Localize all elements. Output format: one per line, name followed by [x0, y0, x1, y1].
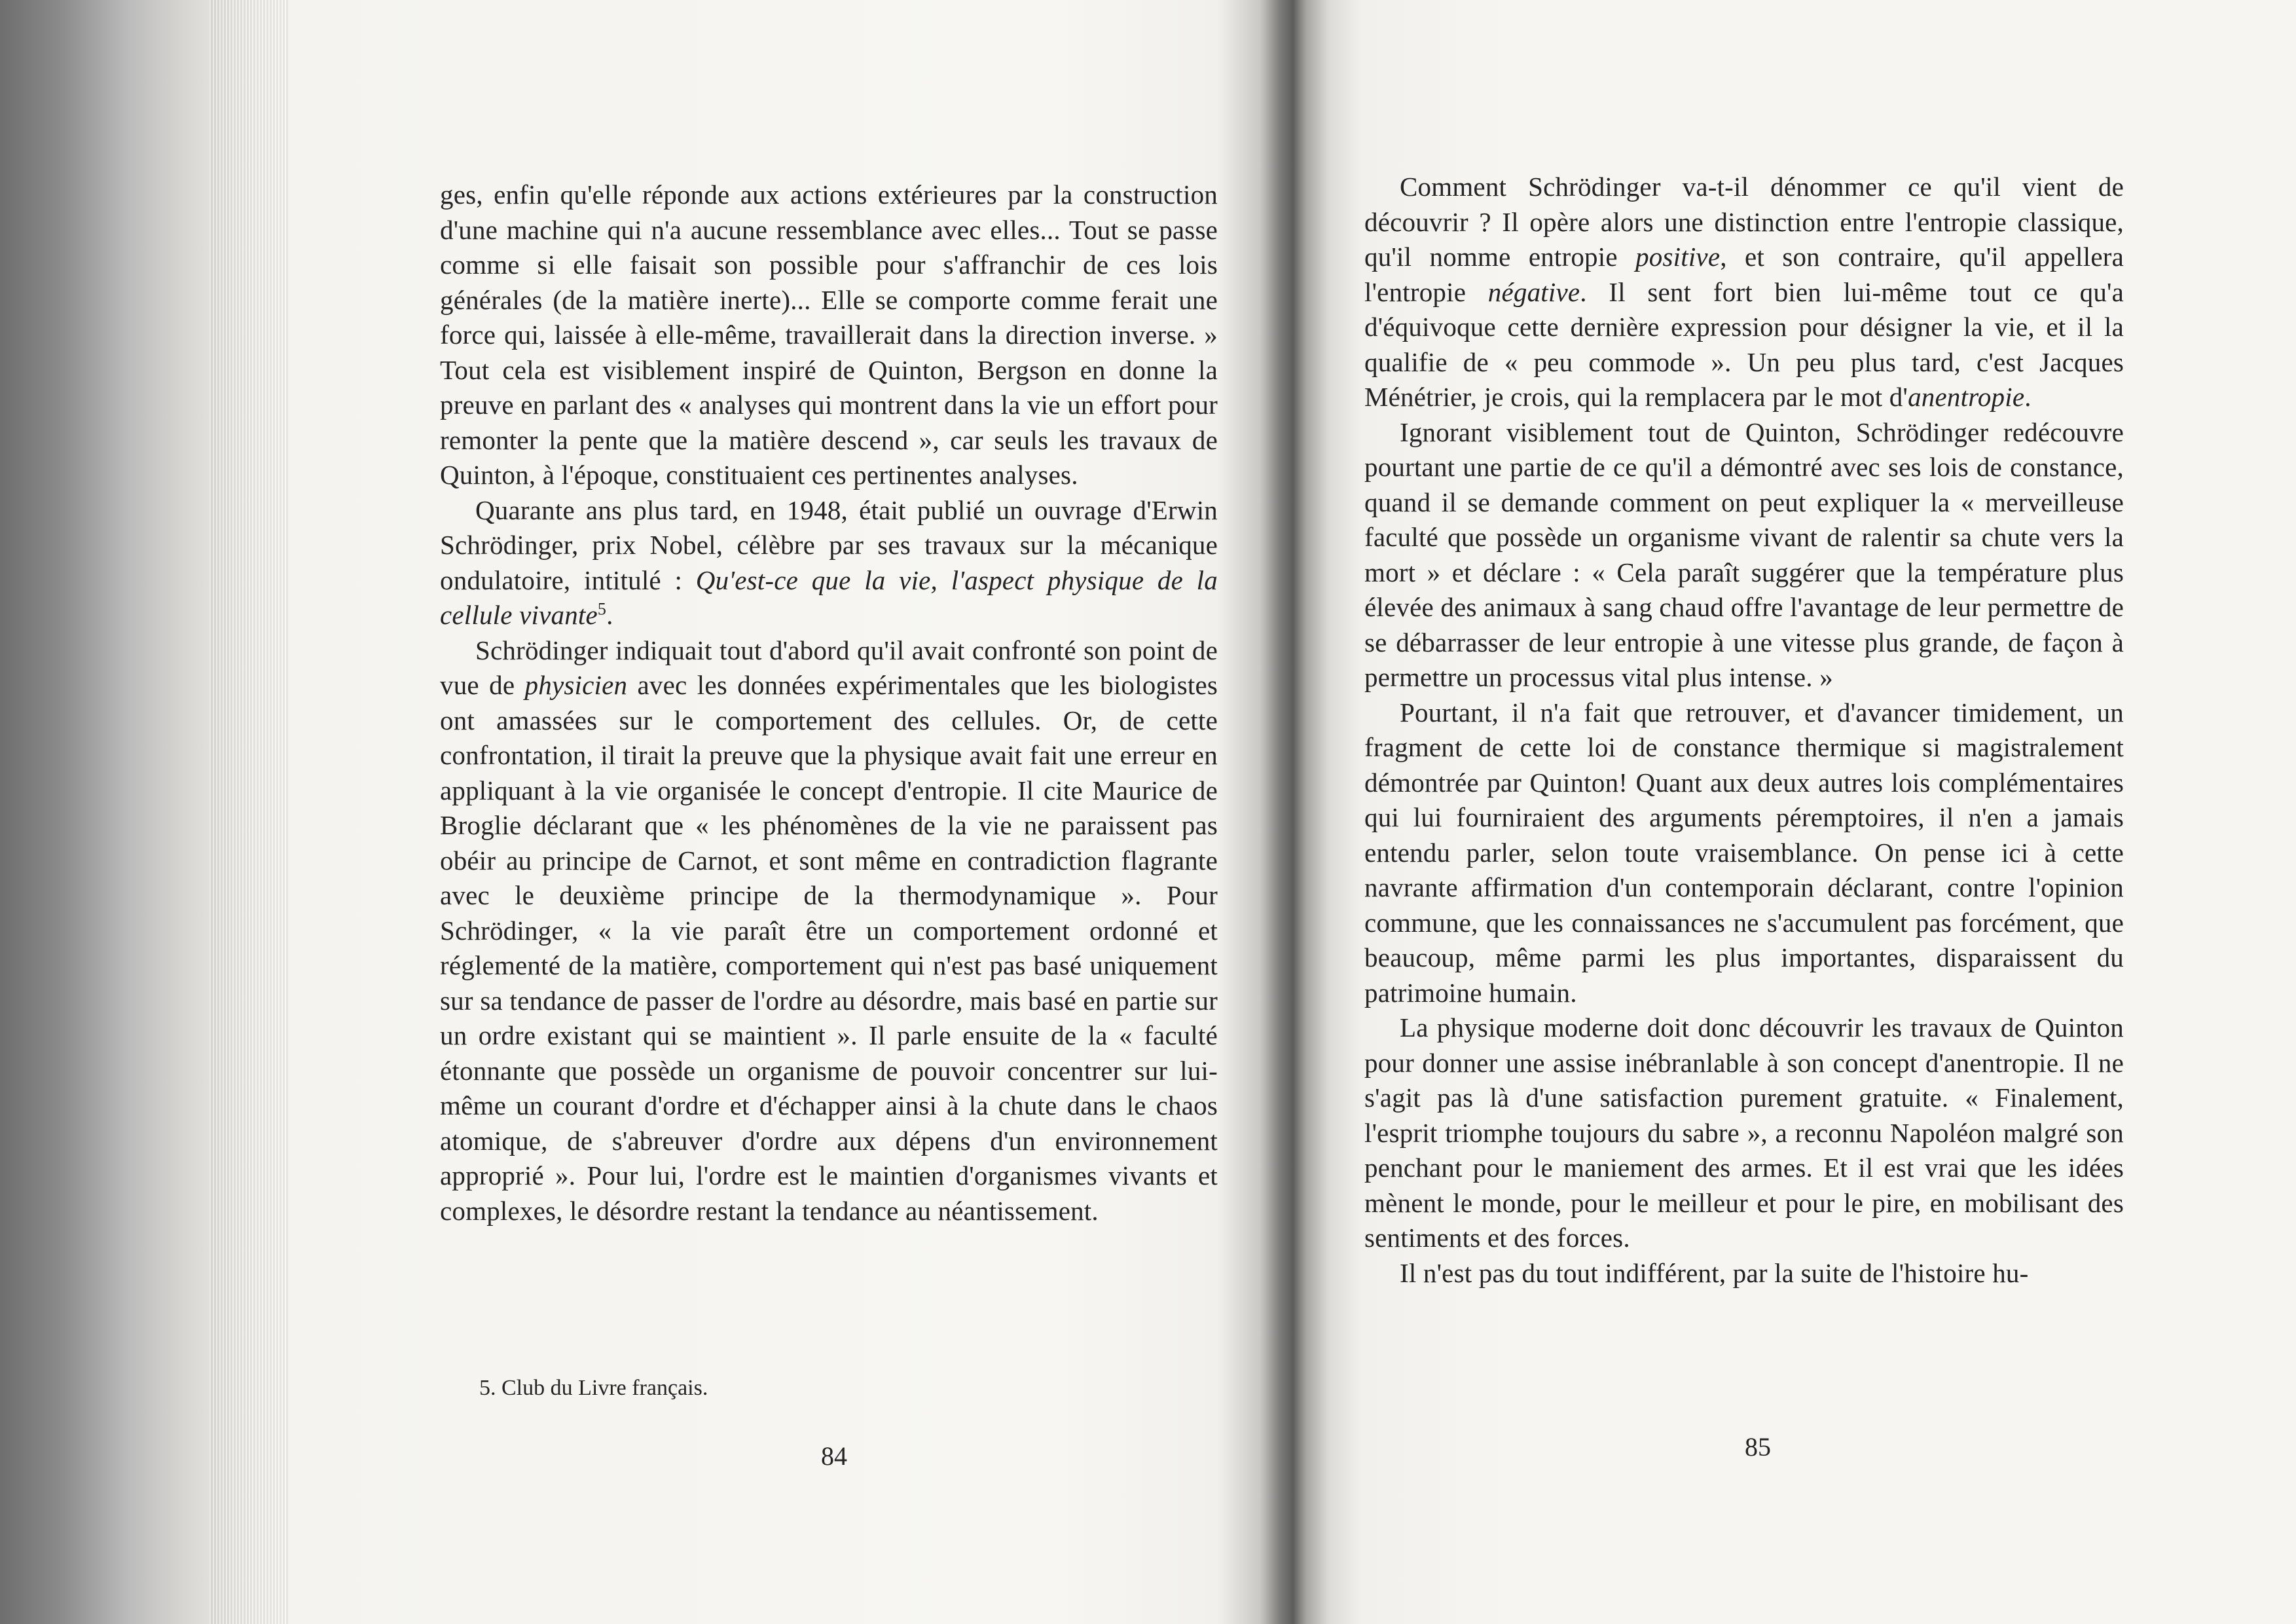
left-paragraph-2-end: .	[606, 600, 613, 630]
right-paragraph-1-end: .	[2024, 382, 2032, 412]
page-number-left: 84	[821, 1441, 847, 1471]
left-paragraph-3-text-a: Schrödinger indiquait tout d'abord qu'il avait confronté son point de vue de	[440, 635, 1218, 700]
emphasis-physicien: physicien	[524, 670, 628, 700]
left-paragraph-3	[440, 633, 1218, 1229]
book-title: Qu'est-ce que la vie, l'aspect physique de la cellule vivante	[440, 564, 1218, 630]
right-paragraph-1-text-b: , et son contraire, qu'il appellera l'entropie	[1364, 242, 2124, 307]
left-paragraph-2	[440, 493, 1218, 633]
left-paragraph-3-text-b: avec les données expérimentales que les biologistes ont amassées sur le comportement des cellules. Or, de cette confrontation, il tirait la preuve que la physique avait fait une erreur en appliquant à la vie organisée le concept d'entropie. Il cite Maurice de Broglie déclarant que « les phénomènes de la vie ne paraissent pas obéir au principe de Carnot, et sont même en contradiction flagrante avec le deuxième principe de la thermodynamique ». Pour Schrödinger, « la vie paraît être un comportement ordonné et réglementé de la matière, comportement qui n'est pas basé uniquement sur sa tendance de passer de l'ordre au désordre, mais basé en partie sur un ordre existant qui se maintient ». Il parle ensuite de la « faculté étonnante que possède un organisme de pouvoir concentrer sur lui-même un courant d'ordre et d'échapper ainsi à la chute dans le chaos atomique, de s'abreuver d'ordre aux dépens d'un environnement approprié ». Pour lui, l'ordre est le maintien d'organismes vivants et complexes, le désordre restant la tendance au néantissement.	[440, 670, 1218, 1226]
left-paragraph-1: ges, enfin qu'elle réponde aux actions extérieures par la construction d'une machine qui n'a aucune ressemblance avec elles... Tout se passe comme si elle faisait son possible pour s'affranchir de ces lois générales (de la matière inerte)... Elle se comporte comme ferait une force qui, laissée à elle-même, travaillerait dans la direction inverse. » Tout cela est visiblement inspiré de Quinton, Bergson en donne la preuve en parlant des « analyses qui montrent dans la vie un effort pour remonter la pente que la matière descend », car seuls les travaux de Quinton, à l'époque, constituaient ces pertinentes analyses.	[440, 179, 1218, 490]
emphasis-anentropie: anentropie	[1908, 382, 2025, 412]
footnote-reference: 5	[597, 599, 607, 619]
right-paragraph-2: Ignorant visiblement tout de Quinton, Schrödinger redécouvre pourtant une partie de ce qu'il a démontré avec ses lois de constance, quand il se demande comment on peut expliquer la « merveilleuse faculté que possède un organisme vivant de ralentir sa chute vers la mort » et déclare : « Cela paraît suggérer que la température plus élevée des animaux à sang chaud offre l'avantage de leur permettre de se débarrasser de leur entropie à une vitesse plus grande, de façon à permettre un processus vital plus intense. »	[1364, 416, 2124, 692]
right-paragraph-4: La physique moderne doit donc découvrir les travaux de Quinton pour donner une assise inébranlable à son concept d'anentropie. Il ne s'agit pas là d'une satisfaction purement gratuite. « Finalement, l'esprit triomphe toujours du sabre », a reconnu Napoléon malgré son penchant pour le maniement des armes. Et il est vrai que les idées mènent le monde, pour le meilleur et pour le pire, en mobilisant des sentiments et des forces.	[1364, 1012, 2124, 1253]
page-number-right: 85	[1745, 1432, 1771, 1462]
right-paragraph-1	[1364, 170, 2124, 415]
right-paragraph-3: Pourtant, il n'a fait que retrouver, et d'avancer timidement, un fragment de cette loi de constance thermique si magistralement démontrée par Quinton! Quant aux deux autres lois complémentaires qui lui fourniraient des arguments péremptoires, il n'en a jamais entendu parler, selon toute vraisemblance. On pense ici à cette navrante affirmation d'un contemporain déclarant, contre l'opinion commune, que les connaissances ne s'accumulent pas forcément, que beaucoup, même parmi les plus importantes, disparaissent du patrimoine humain.	[1364, 697, 2124, 1008]
right-page-body	[1364, 170, 2124, 1291]
footnote: 5. Club du Livre français.	[479, 1376, 708, 1400]
emphasis-positive: positive	[1635, 242, 1721, 272]
right-paragraph-1-text-c: . Il sent fort bien lui-même tout ce qu'a d'équivoque cette dernière expression pour désigner la vie, et il la qualifie de « peu commode ». Un peu plus tard, c'est Jacques Ménétrier, je crois, qui la remplacera par le mot d'	[1364, 276, 2124, 412]
right-paragraph-1-text-a: Comment Schrödinger va-t-il dénommer ce qu'il vient de découvrir ? Il opère alors une distinction entre l'entropie classique, qu'il nomme entropie	[1364, 172, 2124, 272]
right-page	[1283, 0, 2296, 1624]
right-paragraph-5: Il n'est pas du tout indifférent, par la suite de l'histoire hu-	[1400, 1257, 2029, 1288]
left-paragraph-2-text: Quarante ans plus tard, en 1948, était publié un ouvrage d'Erwin Schrödinger, prix Nobel, célèbre par ses travaux sur la mécanique ondulatoire, intitulé :	[440, 494, 1218, 595]
left-page-body	[440, 177, 1218, 1228]
emphasis-negative: négative	[1487, 276, 1580, 307]
